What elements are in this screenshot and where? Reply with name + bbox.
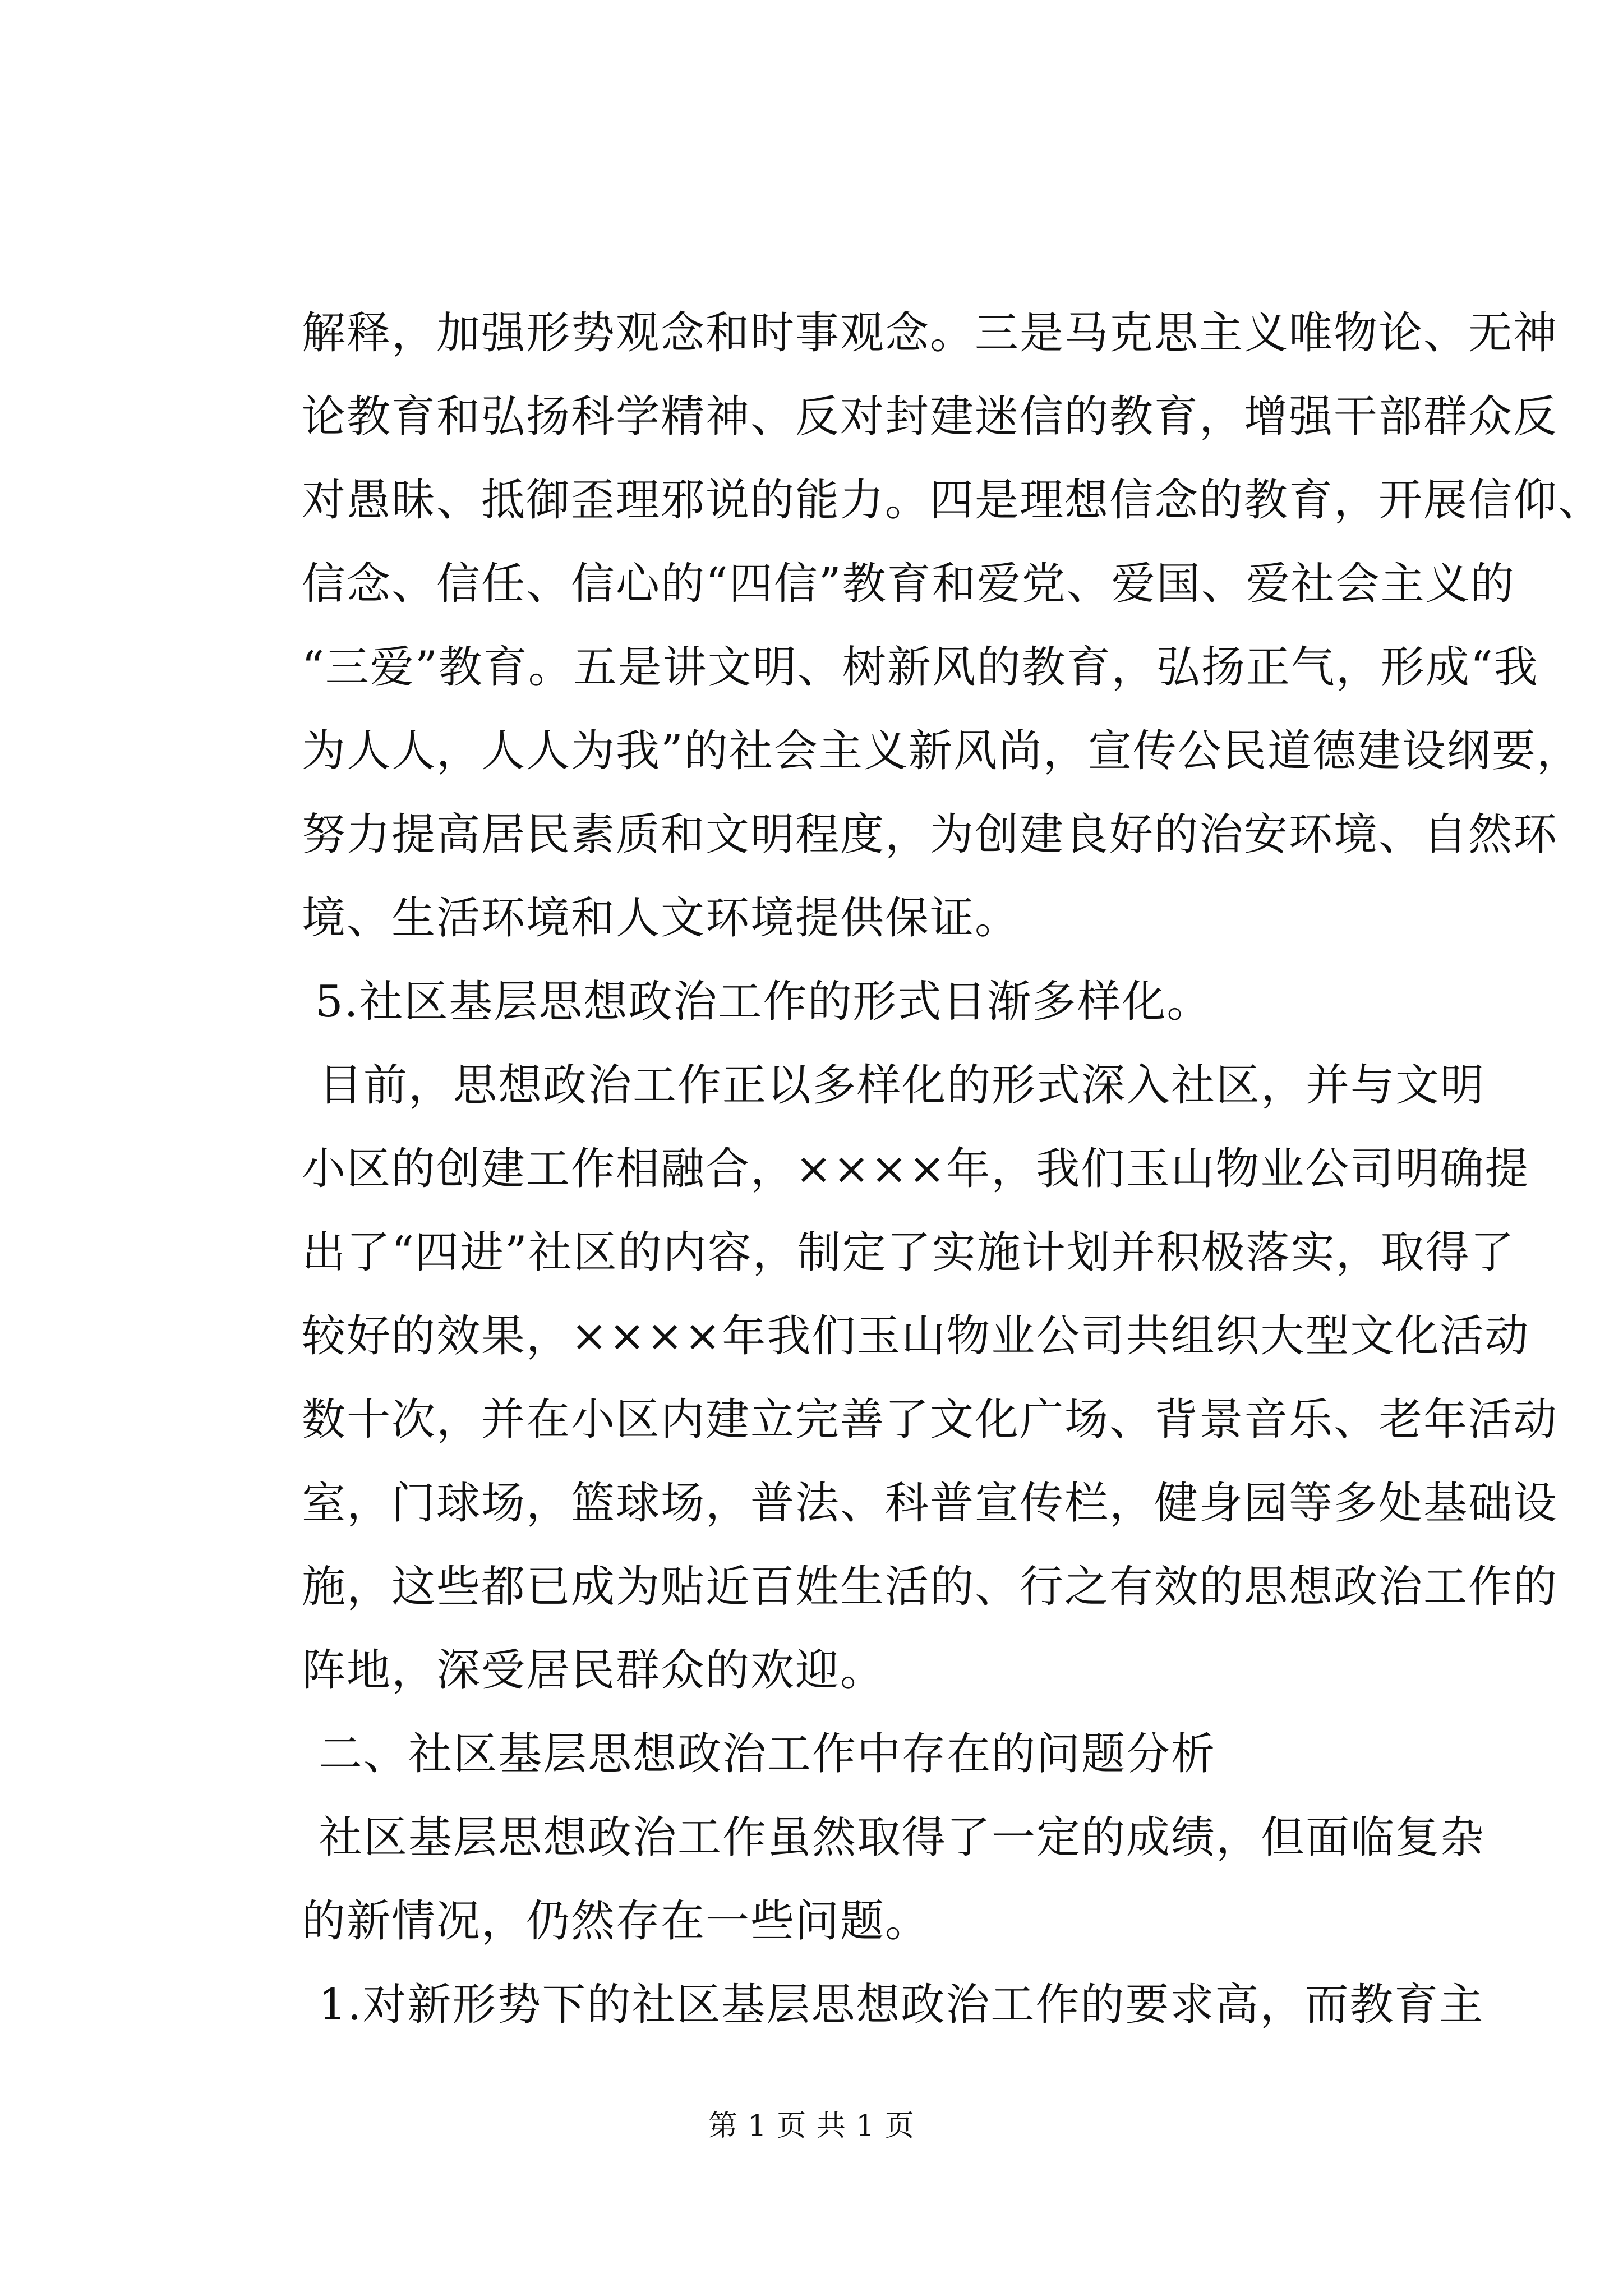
body-line: 阵地，深受居民群众的欢迎。	[302, 1645, 886, 1696]
body-line: 出了“四进”社区的内容，制定了实施计划并积极落实，取得了	[302, 1227, 1515, 1278]
body-line: 施，这些都已成为贴近百姓生活的、行之有效的思想政治工作的	[302, 1562, 1559, 1612]
body-line: “三爱”教育。五是讲文明、树新风的教育，弘扬正气，形成“我	[302, 642, 1539, 693]
page-footer: 第 1 页 共 1 页	[708, 2109, 915, 2143]
paragraph-start: 社区基层思想政治工作虽然取得了一定的成绩，但面临复杂	[319, 1812, 1486, 1863]
body-line: 境、生活环境和人文环境提供保证。	[302, 893, 1020, 944]
paragraph-start: 目前，思想政治工作正以多样化的形式深入社区，并与文明	[319, 1060, 1486, 1111]
body-line: 解释，加强形势观念和时事观念。三是马克思主义唯物论、无神	[302, 308, 1559, 358]
body-line: 对愚昧、抵御歪理邪说的能力。四是理想信念的教育，开展信仰、	[302, 475, 1603, 526]
body-line: 室，门球场，篮球场，普法、科普宣传栏，健身园等多处基础设	[302, 1478, 1559, 1529]
body-line: 努力提高居民素质和文明程度，为创建良好的治安环境、自然环	[302, 809, 1559, 860]
section-heading-5: 5.社区基层思想政治工作的形式日渐多样化。	[315, 977, 1212, 1027]
body-line: 数十次，并在小区内建立完善了文化广场、背景音乐、老年活动	[302, 1395, 1559, 1445]
body-line: 小区的创建工作相融合，××××年，我们玉山物业公司明确提	[302, 1144, 1530, 1194]
body-line: 的新情况，仍然存在一些问题。	[302, 1896, 930, 1947]
body-line: 信念、信任、信心的“四信”教育和爱党、爱国、爱社会主义的	[302, 559, 1515, 609]
body-line: 论教育和弘扬科学精神、反对封建迷信的教育，增强干部群众反	[302, 392, 1559, 442]
body-line: 为人人，人人为我”的社会主义新风尚，宣传公民道德建设纲要，	[302, 726, 1581, 776]
subsection-heading-1: 1.对新形势下的社区基层思想政治工作的要求高，而教育主	[319, 1980, 1484, 2030]
document-body	[302, 292, 1603, 2047]
body-line: 较好的效果，××××年我们玉山物业公司共组织大型文化活动	[302, 1311, 1530, 1361]
section-heading-2: 二、社区基层思想政治工作中存在的问题分析	[319, 1729, 1216, 1779]
